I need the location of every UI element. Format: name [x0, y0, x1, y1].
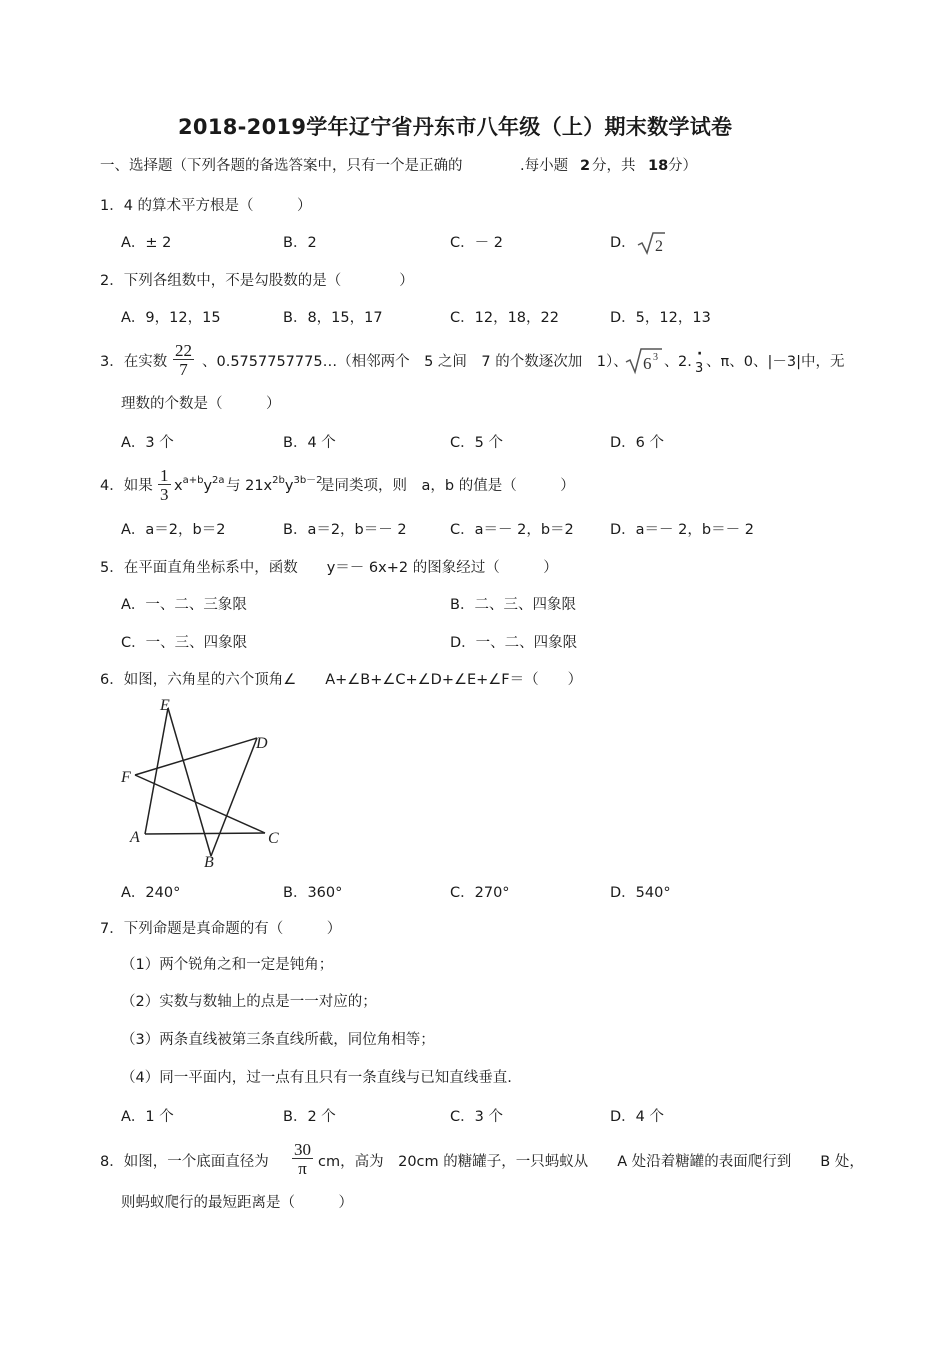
radicand: 2 — [655, 238, 663, 255]
question-stem: 2．下列各组数中，不是勾股数的是（ ） — [100, 273, 414, 289]
fraction-denominator: 7 — [179, 360, 188, 379]
option-b: B．4 个 — [283, 435, 336, 451]
line-C-A — [145, 833, 265, 834]
option-b: B．8，15，17 — [283, 310, 383, 326]
question-stem: 6．如图，六角星的六个顶角∠ A+∠B+∠C+∠D+∠E+∠F＝（ ） — [100, 672, 583, 688]
section-per-question-score: 2 — [580, 158, 591, 174]
option-d: D．a＝－ 2，b＝－ 2 — [610, 522, 754, 538]
fraction — [292, 1141, 313, 1177]
option-c: C．a＝－ 2，b＝2 — [450, 522, 574, 538]
option-a: A．9，12，15 — [121, 310, 221, 326]
vertex-label-c: C — [268, 830, 279, 847]
question-lead: 8．如图，一个底面直径为 — [100, 1154, 269, 1170]
question-stem: 5．在平面直角坐标系中，函数 y＝－ 6x+2 的图象经过（ ） — [100, 560, 558, 576]
option-a: A．± 2 — [121, 235, 172, 251]
fraction-numerator: 1 — [160, 466, 169, 485]
question-lead: 4．如果 — [100, 478, 153, 494]
separator: 、 — [664, 354, 679, 370]
monomial-2: 与 $21x^{2b}y^{3b-2}$ — [226, 475, 323, 494]
option-d: D．一、二、四象限 — [450, 635, 578, 651]
question-stem: 1．4 的算术平方根是（ ） — [100, 198, 312, 214]
question-tail: 是同类项，则 a，b 的值是（ ） — [320, 478, 575, 494]
option-c: C．5 个 — [450, 435, 503, 451]
monomial-1: $x^{a+b}y^{2a}$ — [174, 475, 225, 494]
question-stem: 7．下列命题是真命题的有（ ） — [100, 921, 342, 937]
question-line2: 理数的个数是（ ） — [121, 396, 281, 412]
statement-4: （4）同一平面内，过一点有且只有一条直线与已知直线垂直. — [121, 1070, 512, 1086]
option-b: B．360° — [283, 885, 343, 901]
vertex-label-d: D — [256, 735, 268, 752]
radical-base: 6 — [643, 354, 652, 373]
hexagram-figure — [115, 693, 295, 871]
option-a: A．a＝2，b＝2 — [121, 522, 226, 538]
option-a: A．一、二、三象限 — [121, 597, 247, 613]
option-d: D．540° — [610, 885, 671, 901]
option-b: B．2 个 — [283, 1109, 336, 1125]
vertex-label-b: B — [204, 854, 214, 871]
repeating-dot: · — [697, 346, 703, 362]
question-tail: 、π、0、|－3|中，无 — [706, 354, 845, 370]
option-a: A．1 个 — [121, 1109, 174, 1125]
line-D-F — [135, 738, 257, 775]
question-tail: cm，高为 20cm 的糖罐子，一只蚂蚁从 A 处沿着糖罐的表面爬行到 B 处， — [318, 1154, 864, 1170]
question-line2: 则蚂蚁爬行的最短距离是（ ） — [121, 1195, 353, 1211]
sqrt-cube-symbol — [624, 345, 664, 375]
option-d: D． — [610, 235, 636, 251]
fraction-denominator: π — [298, 1159, 307, 1178]
option-a: A．240° — [121, 885, 181, 901]
sqrt-symbol — [636, 230, 666, 256]
statement-3: （3）两条直线被第三条直线所截，同位角相等； — [121, 1032, 435, 1048]
repeating-digit: 3 — [695, 361, 704, 376]
vertex-label-e: E — [160, 697, 170, 714]
page-title: 2018-2019学年辽宁省丹东市八年级（上）期末数学试卷 — [178, 115, 733, 139]
option-b: B．2 — [283, 235, 317, 251]
option-c: C．一、三、四象限 — [121, 635, 248, 651]
vertex-label-f: F — [121, 769, 131, 786]
option-d: D．5，12，13 — [610, 310, 711, 326]
radical-exponent: 3 — [653, 352, 658, 363]
option-c: C．－ 2 — [450, 235, 503, 251]
question-text: 、0.5757757775…（相邻两个 5 之间 7 的个数逐次加 1）、 — [202, 354, 628, 370]
fraction-numerator: 30 — [294, 1140, 311, 1159]
section-total-score: 18 — [648, 158, 669, 174]
fraction-denominator: 3 — [160, 485, 169, 504]
option-d: D．6 个 — [610, 435, 664, 451]
statement-2: （2）实数与数轴上的点是一一对应的； — [121, 994, 377, 1010]
fraction — [173, 342, 194, 378]
option-d: D．4 个 — [610, 1109, 664, 1125]
option-c: C．12，18，22 — [450, 310, 559, 326]
repeating-decimal-int: 2. — [678, 354, 692, 370]
section-per-question: .每小题 — [520, 158, 569, 174]
option-c: C．3 个 — [450, 1109, 503, 1125]
statement-1: （1）两个锐角之和一定是钝角； — [121, 957, 334, 973]
option-a: A．3 个 — [121, 435, 174, 451]
section-intro: 一、选择题（下列各题的备选答案中，只有一个是正确的 — [100, 158, 463, 174]
vertex-label-a: A — [130, 829, 140, 846]
option-c: C．270° — [450, 885, 510, 901]
section-total-label: 分，共 — [592, 158, 636, 174]
fraction — [158, 467, 171, 503]
question-lead: 3．在实数 — [100, 354, 168, 370]
section-end: 分） — [668, 158, 697, 174]
option-b: B．a＝2，b＝－ 2 — [283, 522, 407, 538]
fraction-numerator: 22 — [175, 341, 192, 360]
option-b: B．二、三、四象限 — [450, 597, 576, 613]
line-B-D — [211, 738, 257, 856]
